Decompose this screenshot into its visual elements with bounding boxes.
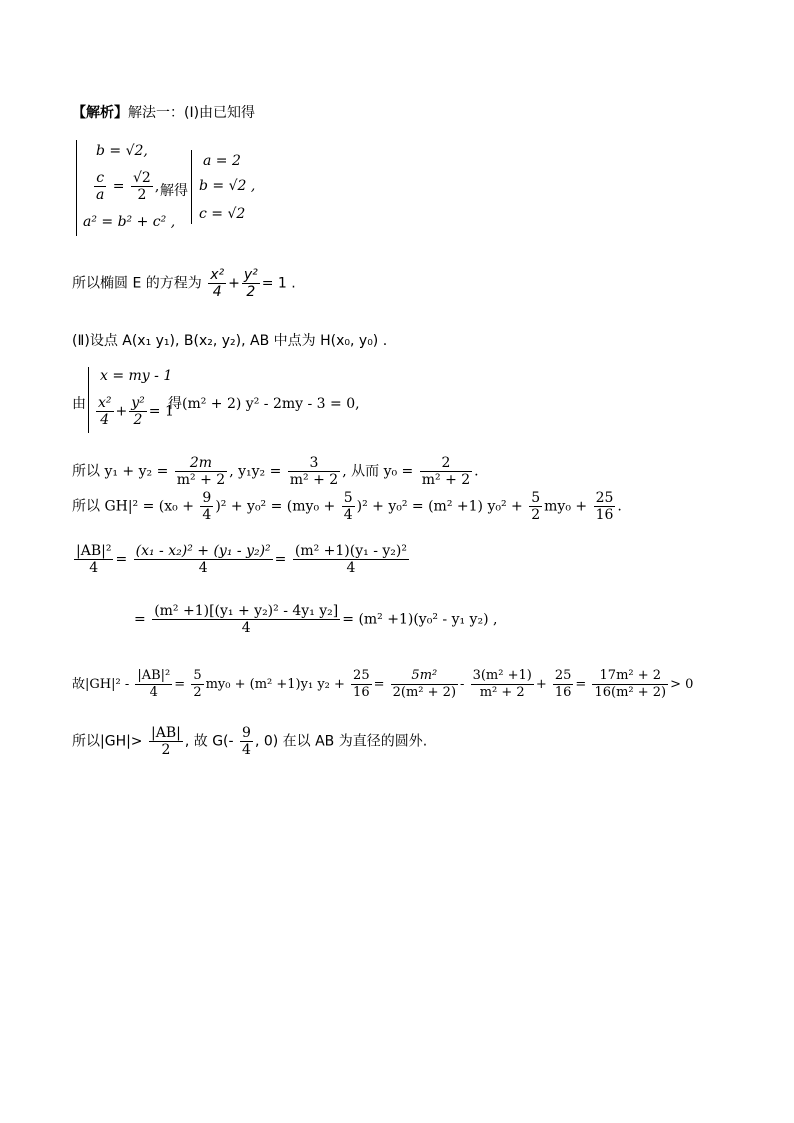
system3-line2: $\frac{\text{x²}}{4}$ + $\frac{\text{y²}}{2}$ = 1 — [98, 395, 174, 428]
fraction: $\frac{25}{16}$ — [595, 490, 614, 523]
heading-tag: 【解析】 — [72, 105, 128, 121]
heading-text: 解法一：(Ⅰ)由已知得 — [128, 105, 256, 121]
fraction: $\frac{\text{(m² +1)(y₁ - y₂)²}}{4}$ — [294, 543, 407, 576]
fraction: $\frac{\text{|AB|²}}{4}$ — [76, 543, 112, 576]
system3-line1: x = my - 1 — [100, 368, 173, 384]
system2-line3: c = √2 — [199, 206, 246, 222]
ab-squared-line: $\frac{\text{|AB|²}}{4}$ = $\frac{\text{(x₁ - x₂)² + (y₁ - y₂)²}}{4}$ = $\frac{\text{(m² +1)(y₁ - y₂)²}}{4}$ — [76, 543, 407, 576]
fraction: $\frac{\text{17m² + 2}}{\text{16(m² + 2)}}$ — [594, 668, 667, 700]
system1-brace — [76, 140, 83, 236]
fraction: $\frac{\text{(m² +1)[(y₁ + y₂)² - 4y₁ y₂]}}{4}$ — [154, 603, 339, 636]
heading — [72, 102, 255, 122]
system1-line3: a² = b² + c² , — [83, 214, 176, 230]
vieta-line: 所以 y₁ + y₂ = $\frac{2m}{\text{m² + 2}}$ , y₁y₂ = $\frac{3}{\text{m² + 2}}$ , 从而 y₀ = $\frac{2}{\text{m² + 2}}$ . — [72, 455, 479, 488]
fraction: $\frac{\text{x²}}{4}$ — [210, 267, 225, 300]
fraction: $\frac{\text{y²}}{2}$ — [243, 267, 258, 300]
system2-line2: b = √2 , — [199, 178, 256, 194]
fraction: $\frac{25}{16}$ — [554, 668, 572, 700]
system3-result: 得(m² + 2) y² - 2my - 3 = 0, — [168, 396, 360, 412]
fraction: $\frac{\text{5m²}}{\text{2(m² + 2)}}$ — [392, 668, 457, 700]
conclusion-line: 所以|GH|> $\frac{|AB|}{2}$ , 故 G(- $\frac{9}{4}$ , 0) 在以 AB 为直径的圆外. — [72, 725, 428, 758]
fraction: $\frac{9}{4}$ — [202, 490, 212, 523]
fraction: $\frac{\text{3(m² +1)}}{\text{m² + 2}}$ — [472, 668, 532, 700]
fraction: $\frac{\text{|AB|²}}{4}$ — [137, 668, 171, 700]
fraction: $\frac{√2}{2}$ — [133, 170, 151, 203]
fraction: $\frac{9}{4}$ — [242, 725, 251, 758]
fraction: $\frac{5}{2}$ — [193, 668, 202, 700]
fraction: $\frac{\text{x²}}{4}$ — [98, 395, 112, 428]
system1-line2: $\frac{c}{a}$ = $\frac{√2}{2}$ , — [96, 170, 160, 203]
fraction: $\frac{\text{y²}}{2}$ — [131, 395, 145, 428]
gh-squared-line: 所以 GH|² = (x₀ + $\frac{9}{4}$ )² + y₀² = (my₀ + $\frac{5}{4}$ )² + y₀² = (m² +1) y₀² + $\frac{5}{2}$ my₀ + $\frac{25}{16}$ . — [72, 490, 622, 523]
fraction: $\frac{2}{\text{m² + 2}}$ — [421, 455, 471, 488]
fraction: $\frac{|AB|}{2}$ — [151, 725, 181, 758]
ab-squared-expand-line: = $\frac{\text{(m² +1)[(y₁ + y₂)² - 4y₁ y₂]}}{4}$ = (m² +1)(y₀² - y₁ y₂) , — [134, 603, 498, 636]
difference-line: 故|GH|² - $\frac{\text{|AB|²}}{4}$ = $\frac{5}{2}$ my₀ + (m² +1)y₁ y₂ + $\frac{25}{16}$ = $\frac{\text{5m²}}{\text{2(m² + 2)}}$ - $\frac{\text{3(m² +1)}}{\text{m² + 2}}$ + $\frac{25}{16}$ = $\frac{\text{17m² + 2}}{\text{16(m² + 2)}}$ > 0 — [72, 668, 694, 700]
fraction: $\frac{5}{2}$ — [531, 490, 541, 523]
ellipse-equation: 所以椭圆 E 的方程为 $\frac{\text{x²}}{4}$ + $\frac{\text{y²}}{2}$ = 1 . — [72, 267, 296, 300]
fraction: $\frac{25}{16}$ — [353, 668, 370, 700]
fraction: $\frac{3}{\text{m² + 2}}$ — [289, 455, 339, 488]
system2-brace — [191, 150, 198, 224]
fraction: $\frac{5}{4}$ — [343, 490, 353, 523]
solve-label: 解得 — [160, 183, 188, 199]
system3-you: 由 — [72, 396, 86, 412]
fraction: $\frac{\text{(x₁ - x₂)² + (y₁ - y₂)²}}{4}$ — [135, 543, 271, 576]
system1-line1: b = √2, — [96, 143, 148, 159]
part2-statement: (Ⅱ)设点 A(x₁ y₁), B(x₂, y₂), AB 中点为 H(x₀, y₀) . — [72, 333, 388, 349]
system2-line1: a = 2 — [203, 153, 241, 169]
fraction: $\frac{c}{a}$ — [96, 170, 105, 203]
fraction: $\frac{2m}{\text{m² + 2}}$ — [176, 455, 226, 488]
